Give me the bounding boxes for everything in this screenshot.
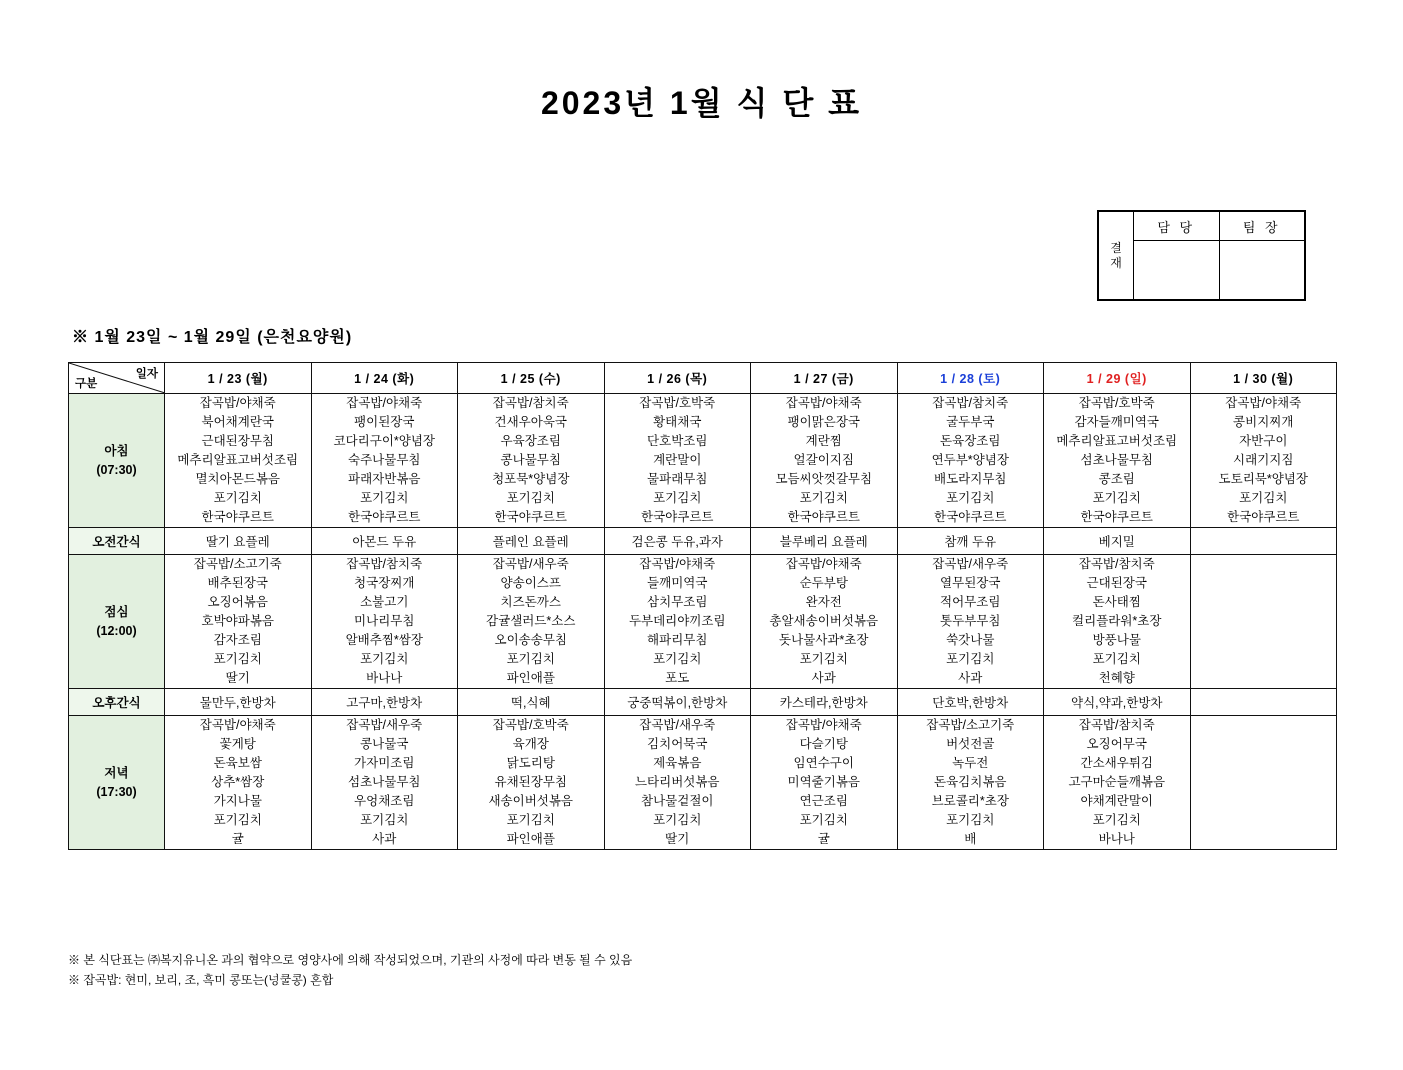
menu-item: 컬리플라워*초장 <box>1072 614 1162 628</box>
menu-item: 숙주나물무침 <box>348 453 421 467</box>
footnotes <box>68 950 632 991</box>
snack-cell-2-1: 딸기 요플레 <box>165 528 312 555</box>
meal-cell-1-8 <box>1190 394 1337 528</box>
meal-cell-3-6 <box>897 555 1044 689</box>
menu-item: 포기김치 <box>506 652 555 666</box>
approval-col-header-1: 담 당 <box>1134 212 1220 241</box>
menu-item: 섬초나물무침 <box>348 775 421 789</box>
menu-item: 콩조림 <box>1098 472 1135 486</box>
day-header-4: 1 / 26 (목) <box>604 363 751 394</box>
menu-item: 야채계란말이 <box>1080 794 1153 808</box>
menu-item: 포기김치 <box>1239 491 1288 505</box>
menu-document-page <box>0 78 1403 1070</box>
menu-item: 한국야쿠르트 <box>494 510 567 524</box>
menu-item: 근대된장국 <box>1086 576 1147 590</box>
menu-item: 잡곡밥/호박죽 <box>1078 396 1155 410</box>
snack-cell-4-4: 궁중떡볶이,한방차 <box>604 689 751 716</box>
snack-cell-4-5: 카스테라,한방차 <box>751 689 898 716</box>
menu-item: 감자들깨미역국 <box>1074 415 1160 429</box>
meal-cell-5-8 <box>1190 716 1337 850</box>
menu-item: 김치어묵국 <box>647 737 708 751</box>
menu-item: 꽃게탕 <box>219 737 256 751</box>
meal-cell-5-6 <box>897 716 1044 850</box>
menu-item: 잡곡밥/소고기죽 <box>926 718 1015 732</box>
meal-cell-5-1 <box>165 716 312 850</box>
menu-item: 배 <box>964 832 977 846</box>
menu-item: 포기김치 <box>799 491 848 505</box>
menu-item: 총알새송이버섯볶음 <box>769 614 879 628</box>
menu-item: 돈육장조림 <box>940 434 1001 448</box>
menu-item: 포기김치 <box>799 652 848 666</box>
menu-item: 물파래무침 <box>647 472 708 486</box>
menu-item: 다슬기탕 <box>799 737 848 751</box>
meal-cell-1-5 <box>751 394 898 528</box>
meal-cell-3-2 <box>311 555 458 689</box>
menu-item: 잡곡밥/참치죽 <box>1078 718 1155 732</box>
menu-item: 잡곡밥/야채죽 <box>346 396 423 410</box>
menu-item: 포기김치 <box>506 491 555 505</box>
menu-item: 사과 <box>811 671 836 685</box>
meal-row-5 <box>69 716 1337 850</box>
snack-cell-2-5: 블루베리 요플레 <box>751 528 898 555</box>
menu-item: 잡곡밥/야채죽 <box>785 396 862 410</box>
menu-item: 가자미조림 <box>354 756 415 770</box>
approval-col-header-2: 팀 장 <box>1219 212 1305 241</box>
menu-item: 쑥갓나물 <box>946 633 995 647</box>
menu-item: 치즈돈까스 <box>500 595 561 609</box>
menu-item: 포기김치 <box>506 813 555 827</box>
meal-row-3 <box>69 555 1337 689</box>
menu-item: 포기김치 <box>946 491 995 505</box>
table-header-row <box>69 363 1337 394</box>
meal-cell-5-3 <box>458 716 605 850</box>
menu-item: 귤 <box>231 832 244 846</box>
menu-item: 한국야쿠르트 <box>1227 510 1300 524</box>
menu-item: 새송이버섯볶음 <box>488 794 574 808</box>
menu-item: 코다리구이*양념장 <box>333 434 435 448</box>
meal-cell-3-5 <box>751 555 898 689</box>
menu-item: 잡곡밥/야채죽 <box>785 557 862 571</box>
menu-item: 천혜향 <box>1098 671 1135 685</box>
menu-item: 감귤샐러드*소스 <box>486 614 576 628</box>
menu-item: 참나물겉절이 <box>641 794 714 808</box>
menu-item: 잡곡밥/새우죽 <box>346 718 423 732</box>
weekly-menu-table <box>68 362 1337 850</box>
menu-item: 단호박조림 <box>647 434 708 448</box>
menu-item: 잡곡밥/참치죽 <box>492 396 569 410</box>
meal-cell-3-7 <box>1044 555 1191 689</box>
menu-item: 들깨미역국 <box>647 576 708 590</box>
meal-cell-5-4 <box>604 716 751 850</box>
menu-item: 귤 <box>817 832 830 846</box>
approval-stamp-box <box>1097 210 1306 301</box>
menu-item: 돈육김치볶음 <box>934 775 1007 789</box>
snack-cell-4-8 <box>1190 689 1337 716</box>
snack-cell-2-8 <box>1190 528 1337 555</box>
meal-cell-3-3 <box>458 555 605 689</box>
menu-item: 삼치무조림 <box>647 595 708 609</box>
meal-row-1 <box>69 394 1337 528</box>
meal-row-label-3: 점심 (12:00) <box>69 555 165 689</box>
menu-item: 포기김치 <box>946 813 995 827</box>
menu-item: 돈사태찜 <box>1092 595 1141 609</box>
meal-cell-1-2 <box>311 394 458 528</box>
snack-row-4 <box>69 689 1337 716</box>
menu-item: 청포묵*양념장 <box>492 472 570 486</box>
menu-item: 모듬씨앗껏갈무침 <box>775 472 873 486</box>
approval-signature-cell-1[interactable] <box>1134 241 1220 300</box>
menu-item: 도토리묵*양념장 <box>1218 472 1308 486</box>
footnote-1: ※ 본 식단표는 ㈜복지유니온 과의 협약으로 영양사에 의해 작성되었으며, 기관의 사정에 따라 변동 될 수 있음 <box>68 953 633 967</box>
menu-item: 콩나물무침 <box>500 453 561 467</box>
menu-item: 포기김치 <box>360 813 409 827</box>
meal-cell-3-8 <box>1190 555 1337 689</box>
menu-item: 미역줄기볶음 <box>787 775 860 789</box>
menu-item: 포기김치 <box>1092 652 1141 666</box>
snack-cell-2-6: 참깨 두유 <box>897 528 1044 555</box>
meal-cell-5-7 <box>1044 716 1191 850</box>
menu-item: 사과 <box>958 671 983 685</box>
menu-item: 연두부*양념장 <box>931 453 1009 467</box>
snack-cell-4-3: 떡,식혜 <box>458 689 605 716</box>
menu-item: 포기김치 <box>1092 491 1141 505</box>
menu-item: 잡곡밥/야채죽 <box>1225 396 1302 410</box>
menu-item: 한국야쿠르트 <box>348 510 421 524</box>
snack-cell-2-3: 플레인 요플레 <box>458 528 605 555</box>
menu-item: 두부데리야끼조림 <box>628 614 726 628</box>
day-header-8: 1 / 30 (월) <box>1190 363 1337 394</box>
menu-item: 메추리알표고버섯조림 <box>177 453 299 467</box>
menu-item: 콩비지찌개 <box>1233 415 1294 429</box>
menu-item: 자반구이 <box>1239 434 1288 448</box>
snack-row-label-2: 오전간식 <box>69 528 165 555</box>
menu-item: 황태채국 <box>653 415 702 429</box>
menu-item: 포기김치 <box>360 491 409 505</box>
menu-item: 임연수구이 <box>793 756 854 770</box>
menu-item: 연근조림 <box>799 794 848 808</box>
menu-item: 포기김치 <box>360 652 409 666</box>
menu-item: 잡곡밥/야채죽 <box>639 557 716 571</box>
menu-item: 유채된장무침 <box>494 775 567 789</box>
snack-cell-4-7: 약식,약과,한방차 <box>1044 689 1191 716</box>
meal-cell-3-1 <box>165 555 312 689</box>
meal-cell-1-6 <box>897 394 1044 528</box>
day-header-6: 1 / 28 (토) <box>897 363 1044 394</box>
date-range-note: ※ 1월 23일 ~ 1월 29일 (은천요양원) <box>72 329 353 346</box>
meal-cell-3-4 <box>604 555 751 689</box>
meal-row-label-5: 저녁 (17:30) <box>69 716 165 850</box>
menu-item: 돗나물사과*초장 <box>779 633 869 647</box>
snack-row-label-4: 오후간식 <box>69 689 165 716</box>
menu-item: 얼갈이지짐 <box>793 453 854 467</box>
menu-item: 계란말이 <box>653 453 702 467</box>
menu-item: 포기김치 <box>653 813 702 827</box>
meal-cell-1-3 <box>458 394 605 528</box>
menu-item: 메추리알표고버섯조림 <box>1056 434 1178 448</box>
menu-item: 잡곡밥/새우죽 <box>932 557 1009 571</box>
menu-item: 딸기 <box>665 832 690 846</box>
approval-signature-cell-2[interactable] <box>1219 241 1305 300</box>
page-title: 2023년 1월 식 단 표 <box>540 85 863 121</box>
menu-item: 딸기 <box>225 671 250 685</box>
menu-item: 적어무조림 <box>940 595 1001 609</box>
snack-cell-2-7: 베지밀 <box>1044 528 1191 555</box>
menu-item: 오이송송무침 <box>494 633 567 647</box>
menu-item: 잡곡밥/참치죽 <box>1078 557 1155 571</box>
menu-item: 팽이된장국 <box>354 415 415 429</box>
menu-item: 버섯전골 <box>946 737 995 751</box>
menu-item: 방풍나물 <box>1092 633 1141 647</box>
menu-item: 포기김치 <box>799 813 848 827</box>
menu-item: 돈육보쌈 <box>213 756 262 770</box>
meal-cell-1-1 <box>165 394 312 528</box>
menu-item: 한국야쿠르트 <box>1080 510 1153 524</box>
menu-item: 가지나물 <box>213 794 262 808</box>
menu-item: 제육볶음 <box>653 756 702 770</box>
menu-item: 팽이맑은장국 <box>787 415 860 429</box>
snack-row-2 <box>69 528 1337 555</box>
menu-item: 알배추찜*쌈장 <box>345 633 423 647</box>
menu-item: 청국장찌개 <box>354 576 415 590</box>
menu-item: 한국야쿠르트 <box>934 510 1007 524</box>
menu-item: 양송이스프 <box>500 576 561 590</box>
menu-item: 잡곡밥/참치죽 <box>346 557 423 571</box>
menu-item: 우육장조림 <box>500 434 561 448</box>
menu-item: 포기김치 <box>213 652 262 666</box>
menu-item: 한국야쿠르트 <box>787 510 860 524</box>
menu-item: 느타리버섯볶음 <box>634 775 720 789</box>
corner-division-label: 구분 <box>75 378 98 390</box>
menu-item: 우엉채조림 <box>354 794 415 808</box>
menu-item: 톳두부무침 <box>940 614 1001 628</box>
meal-cell-5-2 <box>311 716 458 850</box>
menu-item: 북어채계란국 <box>201 415 274 429</box>
menu-item: 포도 <box>665 671 690 685</box>
menu-item: 녹두전 <box>952 756 989 770</box>
menu-item: 열무된장국 <box>940 576 1001 590</box>
menu-item: 근대된장무침 <box>201 434 274 448</box>
menu-item: 상추*쌈장 <box>211 775 265 789</box>
day-header-3: 1 / 25 (수) <box>458 363 605 394</box>
menu-item: 포기김치 <box>213 491 262 505</box>
menu-item: 호박야파볶음 <box>201 614 274 628</box>
menu-item: 배추된장국 <box>207 576 268 590</box>
snack-cell-4-1: 물만두,한방차 <box>165 689 312 716</box>
approval-table <box>1098 211 1305 300</box>
menu-item: 잡곡밥/야채죽 <box>785 718 862 732</box>
menu-item: 배도라지무침 <box>934 472 1007 486</box>
menu-item: 파인애플 <box>506 671 555 685</box>
menu-item: 시래기지짐 <box>1233 453 1294 467</box>
menu-item: 포기김치 <box>213 813 262 827</box>
menu-item: 포기김치 <box>653 491 702 505</box>
menu-item: 바나나 <box>366 671 403 685</box>
menu-item: 잡곡밥/호박죽 <box>639 396 716 410</box>
menu-item: 고구마순들깨볶음 <box>1068 775 1166 789</box>
menu-item: 파인애플 <box>506 832 555 846</box>
menu-item: 육개장 <box>512 737 549 751</box>
menu-item: 콩나물국 <box>360 737 409 751</box>
menu-item: 감자조림 <box>213 633 262 647</box>
menu-item: 한국야쿠르트 <box>641 510 714 524</box>
menu-item: 굴두부국 <box>946 415 995 429</box>
day-header-1: 1 / 23 (월) <box>165 363 312 394</box>
menu-item: 계란찜 <box>805 434 842 448</box>
menu-item: 미나리무침 <box>354 614 415 628</box>
day-header-7: 1 / 29 (일) <box>1044 363 1191 394</box>
menu-item: 간소새우튀김 <box>1080 756 1153 770</box>
snack-cell-4-2: 고구마,한방차 <box>311 689 458 716</box>
meal-cell-1-4 <box>604 394 751 528</box>
meal-row-label-1: 아침 (07:30) <box>69 394 165 528</box>
menu-item: 잡곡밥/호박죽 <box>492 718 569 732</box>
approval-vertical-label: 결 재 <box>1099 212 1134 300</box>
menu-item: 잡곡밥/소고기죽 <box>193 557 282 571</box>
meal-cell-1-7 <box>1044 394 1191 528</box>
menu-item: 잡곡밥/새우죽 <box>639 718 716 732</box>
menu-item: 오징어무국 <box>1086 737 1147 751</box>
menu-item: 포기김치 <box>653 652 702 666</box>
menu-item: 포기김치 <box>946 652 995 666</box>
menu-item: 해파리무침 <box>647 633 708 647</box>
menu-item: 잡곡밥/야채죽 <box>199 718 276 732</box>
menu-item: 순두부탕 <box>799 576 848 590</box>
menu-item: 닭도리탕 <box>506 756 555 770</box>
menu-item: 바나나 <box>1098 832 1135 846</box>
day-header-5: 1 / 27 (금) <box>751 363 898 394</box>
menu-item: 멸치아몬드볶음 <box>195 472 281 486</box>
menu-item: 잡곡밥/참치죽 <box>932 396 1009 410</box>
table-corner-cell <box>69 363 165 394</box>
day-header-2: 1 / 24 (화) <box>311 363 458 394</box>
snack-cell-2-2: 아몬드 두유 <box>311 528 458 555</box>
menu-item: 잡곡밥/새우죽 <box>492 557 569 571</box>
menu-item: 포기김치 <box>1092 813 1141 827</box>
menu-item: 완자전 <box>805 595 842 609</box>
snack-cell-4-6: 단호박,한방차 <box>897 689 1044 716</box>
corner-date-label: 일자 <box>135 368 158 380</box>
menu-item: 파래자반볶음 <box>348 472 421 486</box>
menu-item: 잡곡밥/야채죽 <box>199 396 276 410</box>
snack-cell-2-4: 검은콩 두유,과자 <box>604 528 751 555</box>
menu-item: 건새우아욱국 <box>494 415 567 429</box>
menu-item: 사과 <box>372 832 397 846</box>
menu-item: 오징어볶음 <box>207 595 268 609</box>
meal-cell-5-5 <box>751 716 898 850</box>
menu-item: 섬초나물무침 <box>1080 453 1153 467</box>
menu-item: 소불고기 <box>360 595 409 609</box>
footnote-2: ※ 잡곡밥: 현미, 보리, 조, 흑미 콩또는(넝쿨콩) 혼합 <box>68 973 334 988</box>
menu-item: 브로콜리*초장 <box>931 794 1009 808</box>
menu-item: 한국야쿠르트 <box>201 510 274 524</box>
